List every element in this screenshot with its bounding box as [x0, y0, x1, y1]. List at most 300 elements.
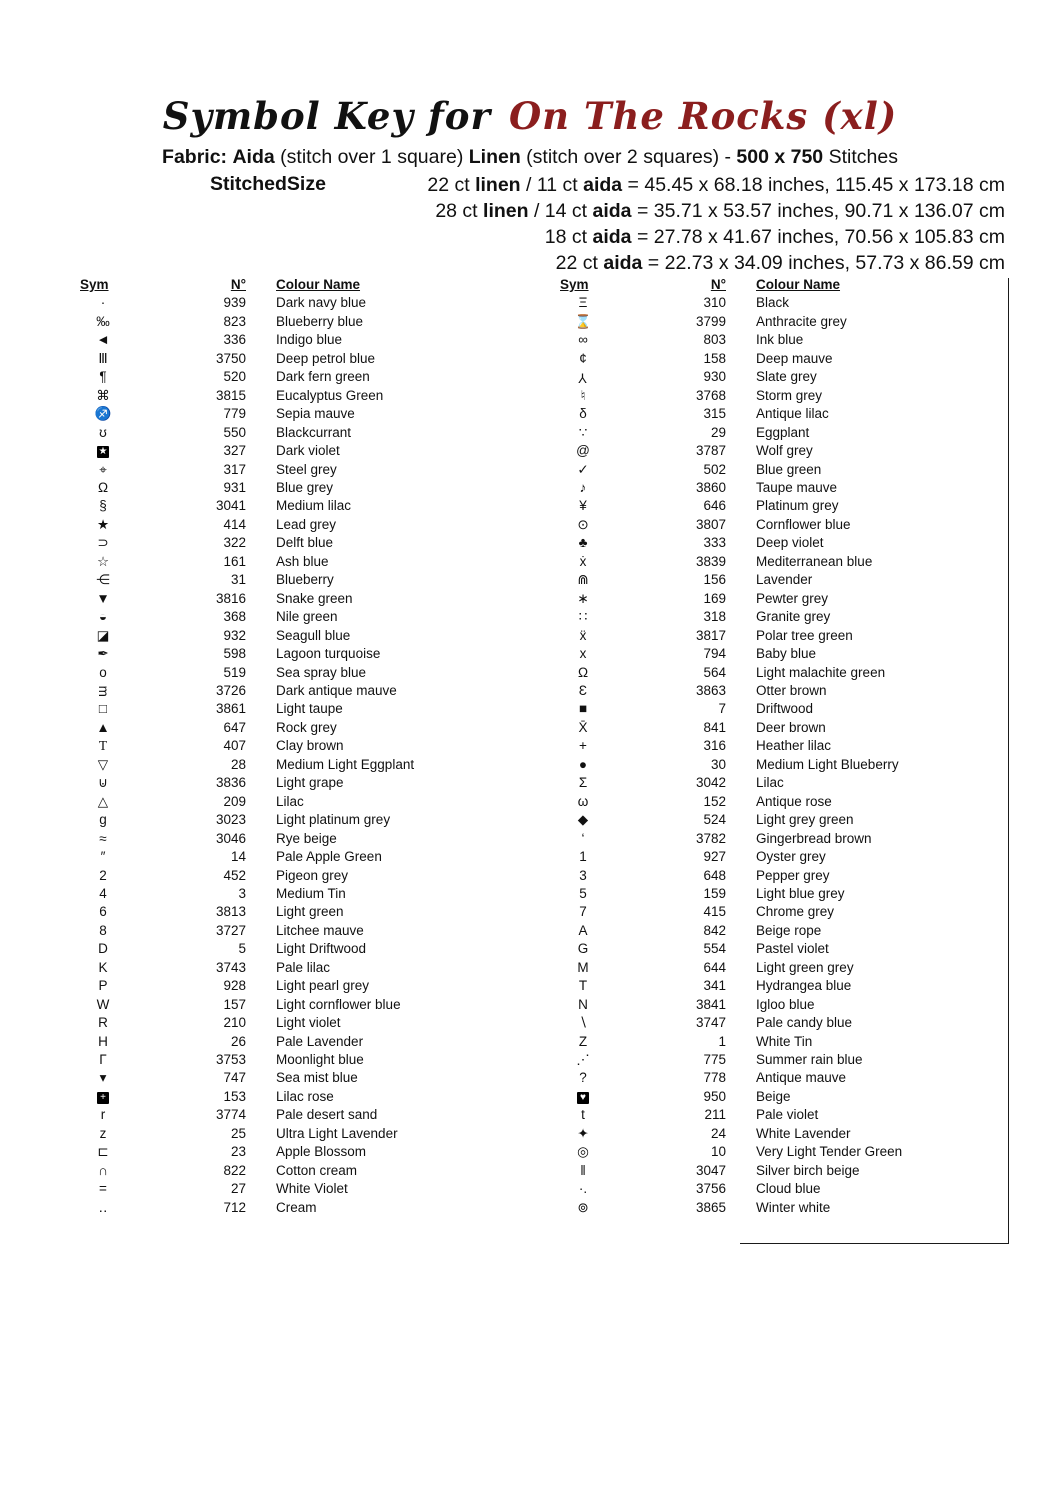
symbol-cell: [560, 368, 606, 386]
table-header-row: [80, 276, 520, 294]
stitch-symbol-glyph: X̄: [578, 719, 588, 735]
number-cell: 928: [223, 978, 246, 994]
number-cell: 327: [223, 443, 246, 459]
colour-name-cell: Baby blue: [756, 646, 817, 662]
number-cell: 3726: [215, 682, 246, 698]
table-row: [80, 959, 520, 977]
stitch-symbol-glyph: +: [579, 738, 587, 754]
number-cell: 169: [703, 590, 726, 606]
colour-name-cell: Delft blue: [276, 535, 334, 551]
stitch-symbol-glyph: Ɛ: [578, 682, 588, 698]
number-cell: 3782: [695, 830, 726, 846]
table-row: [80, 516, 520, 534]
number-cell: 30: [710, 756, 726, 772]
table-row: [80, 1162, 520, 1180]
stitch-symbol-glyph: D: [98, 941, 108, 957]
symbol-cell: [80, 977, 126, 995]
column-header-colour-name: Colour Name: [276, 277, 361, 292]
stitch-symbol-glyph: ·.: [578, 1181, 588, 1197]
text-run: aida: [592, 226, 632, 248]
table-row: [80, 645, 520, 663]
stitch-symbol-glyph: +: [97, 1092, 109, 1104]
symbol-cell: [560, 1180, 606, 1198]
colour-name-cell: Anthracite grey: [756, 313, 847, 329]
symbol-cell: [560, 516, 606, 534]
number-cell: 3799: [695, 313, 726, 329]
symbol-cell: [560, 442, 606, 460]
symbol-cell: [560, 553, 606, 571]
colour-name-cell: Medium Tin: [276, 885, 346, 901]
stitch-symbol-glyph: ¢: [579, 350, 587, 366]
colour-name-cell: Light green: [276, 904, 344, 920]
colour-name-cell: Rock grey: [276, 719, 337, 735]
title-pattern-name: On The Rocks (xl): [508, 94, 898, 138]
number-cell: 646: [703, 498, 726, 514]
stitch-symbol-glyph: ʊ: [99, 424, 107, 440]
symbol-cell: [560, 1088, 606, 1106]
table-row: [80, 664, 520, 682]
stitch-symbol-glyph: ☆: [96, 553, 110, 569]
number-cell: 3753: [215, 1052, 246, 1068]
stitch-symbol-glyph: ✒: [97, 646, 109, 662]
colour-name-cell: Light platinum grey: [276, 812, 391, 828]
number-cell: 3743: [215, 959, 246, 975]
number-cell: 368: [223, 609, 246, 625]
colour-name-cell: Sea mist blue: [276, 1070, 358, 1086]
colour-name-cell: Cream: [276, 1199, 317, 1215]
stitch-symbol-glyph: ⋲: [96, 572, 110, 588]
colour-name-cell: Heather lilac: [756, 738, 832, 754]
number-cell: 554: [703, 941, 726, 957]
text-run: (stitch over 1 square): [274, 146, 469, 168]
colour-name-cell: Light malachite green: [756, 664, 886, 680]
colour-name-cell: Ultra Light Lavender: [276, 1125, 398, 1141]
colour-name-cell: Light violet: [276, 1015, 341, 1031]
stitched-size-block: [0, 172, 1005, 276]
number-cell: 29: [710, 424, 726, 440]
stitch-symbol-glyph: ?: [579, 1070, 587, 1086]
stitch-symbol-glyph: □: [98, 701, 108, 717]
table-row: [80, 350, 520, 368]
symbol-cell: [80, 664, 126, 682]
stitch-symbol-glyph: Y: [578, 370, 588, 386]
text-run: Linen: [468, 146, 521, 168]
colour-name-cell: Driftwood: [756, 701, 814, 717]
table-row: [80, 1033, 520, 1051]
colour-name-cell: Light blue grey: [756, 885, 845, 901]
stitch-symbol-glyph: ⋒: [577, 572, 589, 588]
stitch-symbol-glyph: ■: [578, 701, 588, 717]
colour-name-cell: Mediterranean blue: [756, 553, 873, 569]
symbol-cell: [560, 922, 606, 940]
symbol-cell: [80, 1162, 126, 1180]
stitch-symbol-glyph: z: [99, 1125, 107, 1141]
table-row: [80, 774, 520, 792]
colour-name-cell: Light grape: [276, 775, 344, 791]
symbol-cell: [80, 996, 126, 1014]
stitch-symbol-glyph: ◪: [96, 627, 110, 643]
colour-name-cell: Snake green: [276, 590, 353, 606]
number-cell: 158: [703, 350, 726, 366]
number-cell: 779: [223, 406, 246, 422]
symbol-cell: [80, 1199, 126, 1217]
number-cell: 564: [703, 664, 726, 680]
colour-name-cell: Sea spray blue: [276, 664, 367, 680]
stitch-symbol-glyph: ♐: [94, 406, 112, 422]
symbol-cell: [560, 940, 606, 958]
stitch-symbol-glyph: 5: [579, 885, 587, 901]
colour-name-cell: Light Driftwood: [276, 941, 367, 957]
colour-name-cell: Ink blue: [756, 332, 804, 348]
stitch-symbol-glyph: ∖: [578, 1015, 588, 1031]
stitch-symbol-glyph: ∗: [577, 590, 589, 606]
colour-name-cell: Igloo blue: [756, 996, 815, 1012]
symbol-cell: [560, 294, 606, 312]
colour-name-cell: Indigo blue: [276, 332, 343, 348]
colour-name-cell: Beige: [756, 1088, 791, 1104]
table-row: [80, 442, 520, 460]
symbol-cell: [560, 1069, 606, 1087]
symbol-cell: [560, 1106, 606, 1124]
symbol-cell: [560, 571, 606, 589]
table-row: [80, 497, 520, 515]
number-cell: 336: [223, 332, 246, 348]
colour-name-cell: Cotton cream: [276, 1162, 358, 1178]
table-row: [80, 811, 520, 829]
number-cell: 23: [230, 1144, 246, 1160]
table-row: [80, 608, 520, 626]
symbol-cell: [80, 848, 126, 866]
symbol-cell: [560, 848, 606, 866]
number-cell: 930: [703, 369, 726, 385]
stitch-symbol-glyph: Ⅲ: [98, 350, 108, 366]
colour-name-cell: Light green grey: [756, 959, 854, 975]
number-cell: 7: [718, 701, 726, 717]
table-row: [80, 793, 520, 811]
number-cell: 550: [223, 424, 246, 440]
stitch-symbol-glyph: Ω: [577, 664, 589, 680]
number-cell: 3750: [215, 350, 246, 366]
symbol-cell: [80, 627, 126, 645]
number-cell: 318: [703, 609, 726, 625]
number-cell: 931: [223, 479, 246, 495]
symbol-cell: [80, 1106, 126, 1124]
symbol-cell: [560, 996, 606, 1014]
stitch-symbol-glyph: ‖: [580, 1162, 586, 1178]
colour-name-cell: Clay brown: [276, 738, 344, 754]
symbol-cell: [80, 368, 126, 386]
symbol-cell: [80, 294, 126, 312]
symbol-cell: [80, 1088, 126, 1106]
number-cell: 161: [223, 553, 246, 569]
colour-name-cell: Seagull blue: [276, 627, 351, 643]
number-cell: 341: [703, 978, 726, 994]
table-row: [80, 534, 520, 552]
text-run: Stitches: [823, 146, 898, 168]
stitch-symbol-glyph: ⌛: [574, 313, 592, 329]
number-cell: 3865: [695, 1199, 726, 1215]
table-row: [80, 1143, 520, 1161]
stitch-symbol-glyph: ⊙: [577, 516, 589, 532]
colour-name-cell: Gingerbread brown: [756, 830, 872, 846]
text-run: Aida: [232, 146, 275, 168]
symbol-cell: [80, 645, 126, 663]
symbol-cell: [560, 682, 606, 700]
stitch-symbol-glyph: 3: [579, 867, 587, 883]
colour-name-cell: Moonlight blue: [276, 1052, 364, 1068]
stitch-symbol-glyph: ẋ: [579, 553, 587, 569]
symbol-cell: [560, 774, 606, 792]
stitch-symbol-glyph: ▲: [96, 719, 110, 735]
stitch-symbol-glyph: ♮: [580, 387, 586, 403]
number-cell: 3747: [695, 1015, 726, 1031]
stitch-symbol-glyph: ★: [96, 516, 110, 532]
colour-name-cell: Pale Lavender: [276, 1033, 364, 1049]
symbol-cell: [80, 534, 126, 552]
stitch-symbol-glyph: ◎: [577, 1144, 589, 1160]
colour-name-cell: Medium Light Eggplant: [276, 756, 415, 772]
number-cell: 3807: [695, 516, 726, 532]
symbol-cell: [560, 700, 606, 718]
number-cell: 3: [238, 885, 246, 901]
stitch-symbol-glyph: 7: [579, 904, 587, 920]
table-row: [80, 922, 520, 940]
symbol-cell: [560, 811, 606, 829]
number-cell: 153: [223, 1088, 246, 1104]
colour-name-cell: Nile green: [276, 609, 338, 625]
symbol-cell: [80, 479, 126, 497]
number-cell: 3863: [695, 682, 726, 698]
stitch-symbol-glyph: @: [576, 443, 590, 459]
number-cell: 310: [703, 295, 726, 311]
stitch-symbol-glyph: o: [99, 664, 107, 680]
stitch-symbol-glyph: G: [577, 941, 589, 957]
table-row: [80, 313, 520, 331]
colour-name-cell: Summer rain blue: [756, 1052, 863, 1068]
colour-name-cell: Blackcurrant: [276, 424, 352, 440]
symbol-cell: [80, 867, 126, 885]
symbol-cell: [80, 1143, 126, 1161]
symbol-cell: [560, 350, 606, 368]
stitch-symbol-glyph: Ω: [97, 479, 109, 495]
stitch-symbol-glyph: δ: [579, 406, 587, 422]
colour-name-cell: Ash blue: [276, 553, 329, 569]
colour-name-cell: Antique mauve: [756, 1070, 847, 1086]
symbol-cell: [80, 1180, 126, 1198]
fabric-line: [0, 146, 1060, 169]
text-run: = 35.71 x 53.57 inches, 90.71 x 136.07 cm: [631, 200, 1005, 222]
number-cell: 841: [703, 719, 726, 735]
table-row: [80, 996, 520, 1014]
colour-name-cell: Lilac rose: [276, 1088, 334, 1104]
number-cell: 842: [703, 922, 726, 938]
table-row: [80, 590, 520, 608]
colour-name-cell: Apple Blossom: [276, 1144, 367, 1160]
number-cell: 3768: [695, 387, 726, 403]
table-row: [80, 848, 520, 866]
number-cell: 152: [703, 793, 726, 809]
number-cell: 315: [703, 406, 726, 422]
stitch-symbol-glyph: ‥: [98, 1199, 108, 1215]
stitch-symbol-glyph: ∞: [578, 332, 588, 348]
symbol-cell: [80, 774, 126, 792]
number-cell: 317: [223, 461, 246, 477]
stitch-symbol-glyph: R: [98, 1015, 108, 1031]
symbol-cell: [80, 608, 126, 626]
symbol-cell: [80, 461, 126, 479]
colour-name-cell: Wolf grey: [756, 443, 813, 459]
text-run: 22 ct: [427, 174, 476, 196]
symbol-cell: [560, 1162, 606, 1180]
stitch-symbol-glyph: g: [99, 812, 107, 828]
colour-name-cell: Pepper grey: [756, 867, 830, 883]
number-cell: 598: [223, 646, 246, 662]
number-cell: 31: [230, 572, 246, 588]
colour-name-cell: Pale desert sand: [276, 1107, 378, 1123]
stitch-symbol-glyph: ⊃: [97, 535, 109, 551]
stitched-size-line-2: [0, 198, 1005, 224]
stitch-symbol-glyph: W: [96, 996, 110, 1012]
stitch-symbol-glyph: ♪: [579, 479, 587, 495]
symbol-cell: [560, 1125, 606, 1143]
number-cell: 452: [223, 867, 246, 883]
stitch-symbol-glyph: ∩: [98, 1162, 108, 1178]
colour-name-cell: Lilac: [756, 775, 784, 791]
stitch-symbol-glyph: ω: [577, 793, 589, 809]
table-row: [80, 424, 520, 442]
stitch-symbol-glyph: ♥: [577, 1092, 589, 1104]
text-run: 28 ct: [435, 200, 484, 222]
colour-name-cell: Dark antique mauve: [276, 682, 397, 698]
symbol-cell: [560, 903, 606, 921]
colour-name-cell: Black: [756, 295, 790, 311]
number-cell: 822: [223, 1162, 246, 1178]
colour-name-cell: Deep violet: [756, 535, 824, 551]
number-cell: 3787: [695, 443, 726, 459]
number-cell: 26: [230, 1033, 246, 1049]
symbol-cell: [80, 811, 126, 829]
colour-name-cell: Pigeon grey: [276, 867, 349, 883]
text-run: / 11 ct: [520, 174, 584, 196]
number-cell: 3042: [695, 775, 726, 791]
number-cell: 3046: [215, 830, 246, 846]
text-run: Fabric:: [162, 146, 228, 168]
colour-name-cell: Storm grey: [756, 387, 823, 403]
symbol-cell: [560, 1033, 606, 1051]
symbol-cell: [560, 645, 606, 663]
number-cell: 209: [223, 793, 246, 809]
stitch-symbol-glyph: ⊚: [577, 1199, 589, 1215]
number-cell: 712: [223, 1199, 246, 1215]
stitch-symbol-glyph: ¥: [579, 498, 587, 514]
column-header-sym: Sym: [80, 277, 109, 292]
stitch-symbol-glyph: ∵: [578, 424, 588, 440]
stitch-symbol-glyph: =: [99, 1181, 107, 1197]
stitched-size-line-1: [0, 172, 1005, 198]
colour-name-cell: Medium Light Blueberry: [756, 756, 899, 772]
colour-name-cell: Pale Apple Green: [276, 849, 382, 865]
symbol-cell: [560, 1143, 606, 1161]
colour-name-cell: Pale violet: [756, 1107, 819, 1123]
table-row: [80, 903, 520, 921]
number-cell: 3756: [695, 1181, 726, 1197]
stitch-symbol-glyph: x: [579, 646, 587, 662]
column-header-number: N°: [230, 277, 246, 292]
stitch-symbol-glyph: ⋰: [576, 1052, 590, 1068]
table-row: [80, 682, 520, 700]
table-row: [80, 1180, 520, 1198]
number-cell: 803: [703, 332, 726, 348]
symbol-cell: [80, 1051, 126, 1069]
symbol-cell: [560, 497, 606, 515]
number-cell: 316: [703, 738, 726, 754]
symbol-cell: [80, 1125, 126, 1143]
symbol-cell: [80, 405, 126, 423]
number-cell: 3727: [215, 922, 246, 938]
stitch-symbol-glyph: ◒: [98, 609, 108, 625]
stitch-symbol-glyph: ✓: [577, 461, 589, 477]
stitched-size-line-3: [0, 224, 1005, 250]
colour-name-cell: Light taupe: [276, 701, 343, 717]
table-row: [80, 331, 520, 349]
colour-name-cell: Polar tree green: [756, 627, 853, 643]
stitch-symbol-glyph: Ξ: [578, 295, 588, 311]
number-cell: 28: [230, 756, 246, 772]
table-row: [80, 368, 520, 386]
symbol-cell: [560, 867, 606, 885]
stitch-symbol-glyph: Σ: [578, 775, 588, 791]
symbol-cell: [560, 608, 606, 626]
colour-name-cell: Lilac: [276, 793, 304, 809]
table-row: [80, 830, 520, 848]
stitch-symbol-glyph: ▼: [96, 590, 110, 606]
stitch-symbol-glyph: K: [98, 959, 108, 975]
table-row: [80, 885, 520, 903]
colour-name-cell: Dark navy blue: [276, 295, 367, 311]
table-row: [80, 479, 520, 497]
symbol-cell: [80, 1069, 126, 1087]
colour-name-cell: Eucalyptus Green: [276, 387, 384, 403]
symbol-cell: [80, 553, 126, 571]
column-header-sym: Sym: [560, 277, 589, 292]
symbol-cell: [80, 424, 126, 442]
stitch-symbol-glyph: 2: [99, 867, 107, 883]
table-row: [80, 571, 520, 589]
colour-name-cell: Oyster grey: [756, 849, 826, 865]
stitch-symbol-glyph: ♣: [578, 535, 588, 551]
stitch-symbol-glyph: ″: [100, 849, 106, 865]
number-cell: 210: [223, 1015, 246, 1031]
colour-name-cell: Light grey green: [756, 812, 854, 828]
symbol-cell: [560, 1051, 606, 1069]
table-row: [80, 1106, 520, 1124]
colour-name-cell: Platinum grey: [756, 498, 839, 514]
symbol-cell: [560, 313, 606, 331]
symbol-cell: [560, 830, 606, 848]
stitch-symbol-glyph: 6: [99, 904, 107, 920]
text-run: = 22.73 x 34.09 inches, 57.73 x 86.59 cm: [642, 252, 1005, 274]
colour-name-cell: Steel grey: [276, 461, 337, 477]
stitch-symbol-glyph: ★: [98, 446, 108, 458]
symbol-cell: [80, 922, 126, 940]
number-cell: 747: [223, 1070, 246, 1086]
number-cell: 24: [710, 1125, 726, 1141]
number-cell: 27: [230, 1181, 246, 1197]
table-row: [80, 553, 520, 571]
stitch-symbol-glyph: 4: [99, 885, 107, 901]
number-cell: 414: [223, 516, 246, 532]
table-row: [80, 719, 520, 737]
